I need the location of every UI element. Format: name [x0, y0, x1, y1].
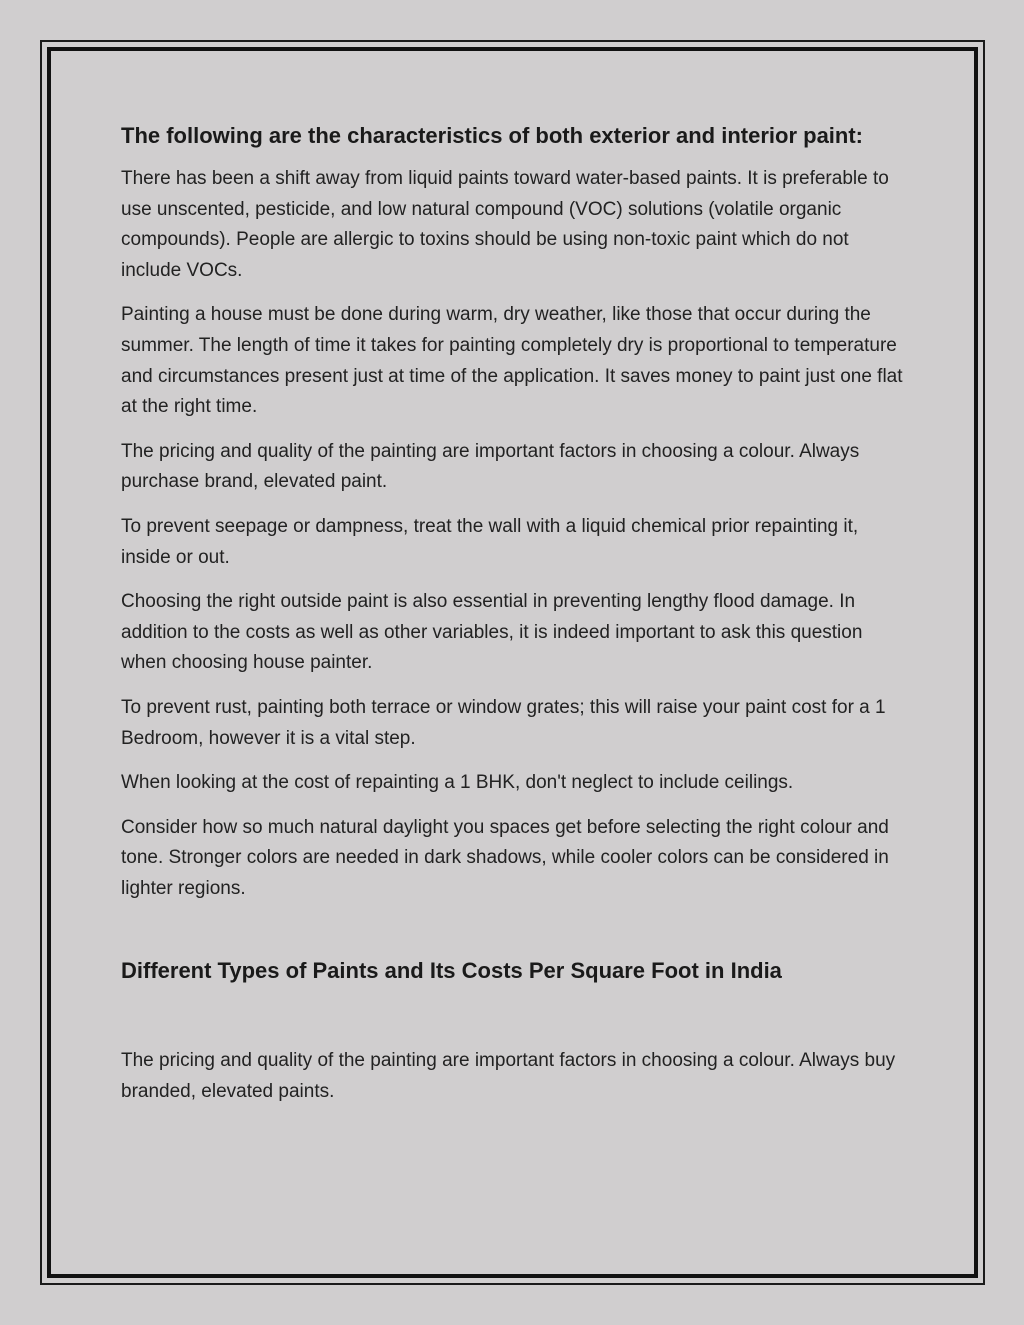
paragraph-seepage: To prevent seepage or dampness, treat the wall with a liquid chemical prior repainting it, inside or out.	[121, 515, 859, 568]
paragraph-ceilings: When looking at the cost of repainting a 1 BHK, don't neglect to include ceilings.	[121, 772, 794, 794]
document-body	[121, 118, 911, 1122]
paragraph-outside-paint: Choosing the right outside paint is also essential in preventing lengthy flood damage. In addition to the costs as well as other variables, it is indeed important to ask this question when choosing house painter.	[121, 591, 863, 674]
paragraph-rust: To prevent rust, painting both terrace or window grates; this will raise your paint cost for a 1 Bedroom, however it is a vital step.	[121, 696, 886, 749]
paragraph-daylight: Consider how so much natural daylight you spaces get before selecting the right colour and tone. Stronger colors are needed in dark shadows, while cooler colors can be considered in lighter regions.	[121, 816, 889, 899]
paragraph-pricing-quality: The pricing and quality of the painting are important factors in choosing a colour. Always purchase brand, elevated paint.	[121, 440, 860, 493]
paragraph-branded-paints: The pricing and quality of the painting are important factors in choosing a colour. Always buy branded, elevated paints.	[121, 1050, 896, 1103]
paint-types-heading: Different Types of Paints and Its Costs Per Square Foot in India	[121, 958, 782, 984]
characteristics-heading: The following are the characteristics of both exterior and interior paint:	[121, 123, 864, 148]
paragraph-water-based-paints: There has been a shift away from liquid paints toward water-based paints. It is preferable to use unscented, pesticide, and low natural compound (VOC) solutions (volatile organic compounds). People are allergic to toxins should be using non-toxic paint which do not include VOCs.	[121, 168, 889, 281]
paragraph-weather: Painting a house must be done during warm, dry weather, like those that occur during the summer. The length of time it takes for painting completely dry is proportional to temperature and circumstances present just at time of the application. It saves money to paint just one flat at the right time.	[121, 304, 903, 418]
